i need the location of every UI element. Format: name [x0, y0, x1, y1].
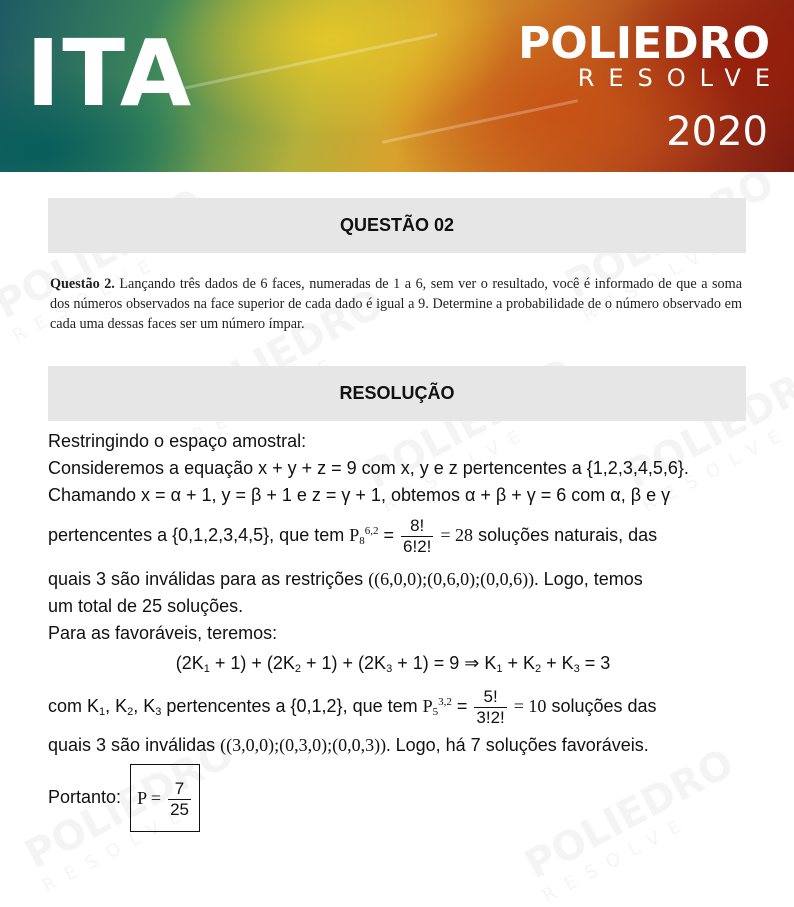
resolution-line-10: quais 3 são inválidas ((3,0,0);(0,3,0);(0,0,3)). Logo, há 7 soluções favoráveis. — [48, 735, 649, 755]
permutation-symbol-2: $P_5^{3,2}$ — [422, 696, 452, 718]
fraction-8-over-6-2: $\frac{8!}{6!2!}$ — [403, 515, 432, 556]
brand-logo-line1: POLIEDRO — [518, 18, 770, 69]
question-header-bar: QUESTÃO 02 — [48, 198, 746, 253]
invalid-set-2: ((3,0,0);(0,3,0);(0,0,3)). — [220, 735, 391, 755]
final-label: Portanto: — [48, 786, 122, 807]
resolution-line-7: Para as favoráveis, teremos: — [48, 623, 278, 643]
question-text — [50, 274, 742, 334]
resolution-header-bar: RESOLUÇÃO — [48, 366, 746, 421]
resolution-line-2: Consideremos a equação x + y + z = 9 com x, y e z pertencentes a {1,2,3,4,5,6}. — [48, 458, 689, 478]
line4-text-b: soluções naturais, das — [478, 525, 658, 545]
question-label: Questão 2. — [50, 276, 115, 292]
resolution-line-6: um total de 25 soluções. — [48, 596, 244, 616]
header-banner — [0, 0, 794, 172]
line4-result: = 28 — [440, 525, 474, 545]
resolution-line-1: Restringindo o espaço amostral: — [48, 431, 307, 451]
resolution-line-4: pertencentes a {0,1,2,3,4,5}, que tem $P_8^{6,2}$ = $\frac{8!}{6!2!}$ = 28 soluções naturais, das — [48, 515, 658, 556]
resolution-line-5 — [48, 568, 748, 590]
line5-text-b: Logo, temos — [543, 569, 643, 589]
line5-text-a: quais 3 são inválidas para as restrições — [48, 569, 364, 589]
favorable-equation: $(2K_1 + 1) + (2K_2 + 1) + (2K_3 + 1) = 9$ ⇒ $K_1 + K_2 + K_3 = 3$ — [175, 653, 611, 675]
final-answer-box: P = $\frac{7}{25}$ — [130, 764, 200, 832]
question-body: Lançando três dados de 6 faces, numeradas de 1 a 6, sem ver o resultado, você é informado de que a soma dos números observados na face superior de cada dado é igual a 9. Determine a probabilidade de o número observado em cada uma dessas faces ser um número ímpar. — [50, 276, 742, 332]
line4-text-a: pertencentes a {0,1,2,3,4,5}, que tem — [48, 525, 345, 545]
banner-streak — [382, 99, 578, 144]
line9-text-e: soluções das — [551, 696, 657, 716]
permutation-symbol: $P_8^{6,2}$ — [349, 525, 379, 547]
line9-result: = 10 — [513, 696, 547, 716]
brand-logo-line2: RESOLVE — [577, 64, 784, 92]
exam-title: ITA — [26, 20, 194, 127]
banner-streak — [183, 33, 438, 90]
fraction-5-over-3-2: $\frac{5!}{3!2!}$ — [476, 686, 505, 727]
final-fraction: $\frac{7}{25}$ — [170, 778, 189, 819]
final-answer-line — [48, 764, 748, 832]
invalid-set-1: ((6,0,0);(0,6,0);(0,0,6)). — [368, 569, 539, 589]
resolution-line-3: Chamando x = α + 1, y = β + 1 e z = γ + 1, obtemos α + β + γ = 6 com α, β e γ — [48, 485, 671, 505]
exam-year: 2020 — [666, 109, 768, 155]
resolution-line-9: com $K_1$, $K_2$, $K_3$ pertencentes a {0,1,2}, que tem $P_5^{3,2}$ = $\frac{5!}{3!2!}$ = 10 soluções das — [48, 686, 657, 727]
